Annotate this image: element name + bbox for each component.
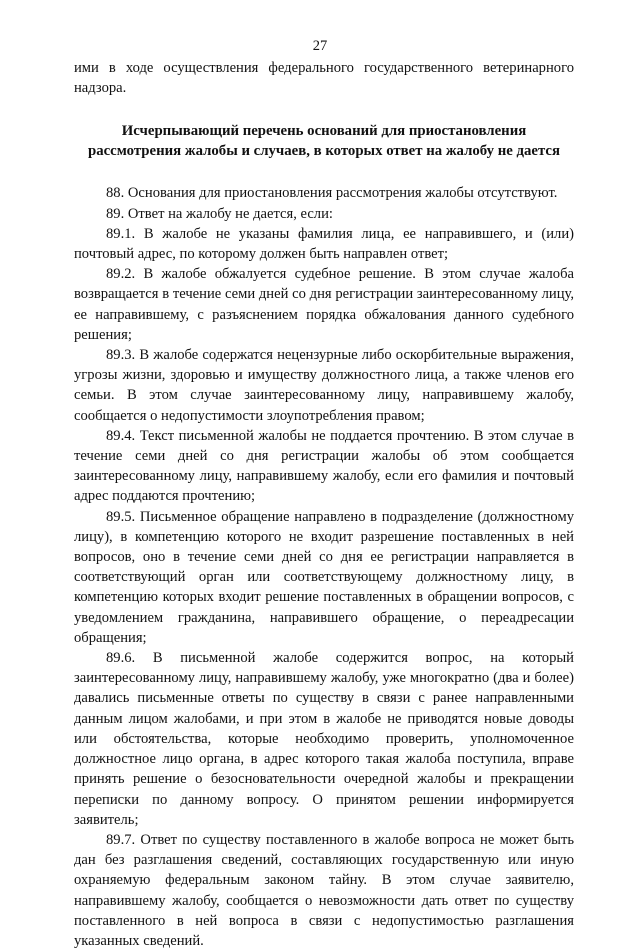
page-content bbox=[74, 58, 574, 951]
paragraph-89-5: 89.5. Письменное обращение направлено в подразделение (должностному лицу), в компетенцию которого не входит разрешение поставленных в ней вопросов, оно в течение семи дней со дня ее регистрации направляется в соответствующий орган или соответствующему должностному лицу, в компетенцию которых входит решение поставленных в обращении вопросов, с уведомлением гражданина, направившего обращение, о переадресации обращения; bbox=[74, 508, 574, 646]
page-number: 27 bbox=[312, 38, 328, 54]
paragraph-89-4: 89.4. Текст письменной жалобы не поддается прочтению. В этом случае в течение семи дней со дня регистрации жалобы об этом сообщается заинтересованному лицу, направившему жалобу, если его фамилия и почтовый адрес поддаются прочтению; bbox=[74, 427, 574, 505]
paragraph-89: 89. Ответ на жалобу не дается, если: bbox=[106, 205, 333, 222]
continuation-paragraph: ими в ходе осуществления федерального государственного ветеринарного надзора. bbox=[74, 60, 574, 97]
paragraph-89-6: 89.6. В письменной жалобе содержится вопрос, на который заинтересованному лицу, направившему жалобу, уже многократно (два и более) давались письменные ответы по существу в связи с ранее направленными данным лицом жалобами, и при этом в жалобе не приводятся новые доводы или обстоятельства, которые необходимо проверить, уполномоченное должностное лицо органа, в адрес которого такая жалоба поступила, вправе принять решение о безосновательности очередной жалобы и прекращении переписки по данному вопросу. О принятом решении информируется заявитель; bbox=[74, 650, 574, 828]
section-heading-line-1: Исчерпывающий перечень оснований для приостановления bbox=[121, 123, 527, 140]
paragraph-89-1: 89.1. В жалобе не указаны фамилия лица, ее направившего, и (или) почтовый адрес, по которому должен быть направлен ответ; bbox=[74, 225, 574, 263]
section-heading bbox=[74, 121, 574, 161]
paragraph-89-7: 89.7. Ответ по существу поставленного в жалобе вопроса не может быть дан без разглашения сведений, составляющих государственную или иную охраняемую федеральным законом тайну. В этом случае заявителю, направившему жалобу, сообщается о невозможности дать ответ по существу поставленного в ней вопроса в связи с недопустимостью разглашения указанных сведений. bbox=[74, 831, 574, 949]
paragraph-89-3: 89.3. В жалобе содержатся нецензурные либо оскорбительные выражения, угрозы жизни, здоровью и имуществу должностного лица, а также членов его семьи. В этом случае заинтересованному лицу, направившему жалобу, сообщается о недопустимости злоупотребления правом; bbox=[74, 347, 574, 424]
paragraph-88: 88. Основания для приостановления рассмотрения жалобы отсутствуют. bbox=[106, 185, 558, 202]
paragraph-89-2: 89.2. В жалобе обжалуется судебное решение. В этом случае жалоба возвращается в течение семи дней со дня регистрации заинтересованному лицу, ее направившему, с разъяснением порядка обжалования данного судебного решения; bbox=[74, 266, 574, 343]
section-heading-line-2: рассмотрения жалобы и случаев, в которых ответ на жалобу не дается bbox=[87, 143, 560, 160]
